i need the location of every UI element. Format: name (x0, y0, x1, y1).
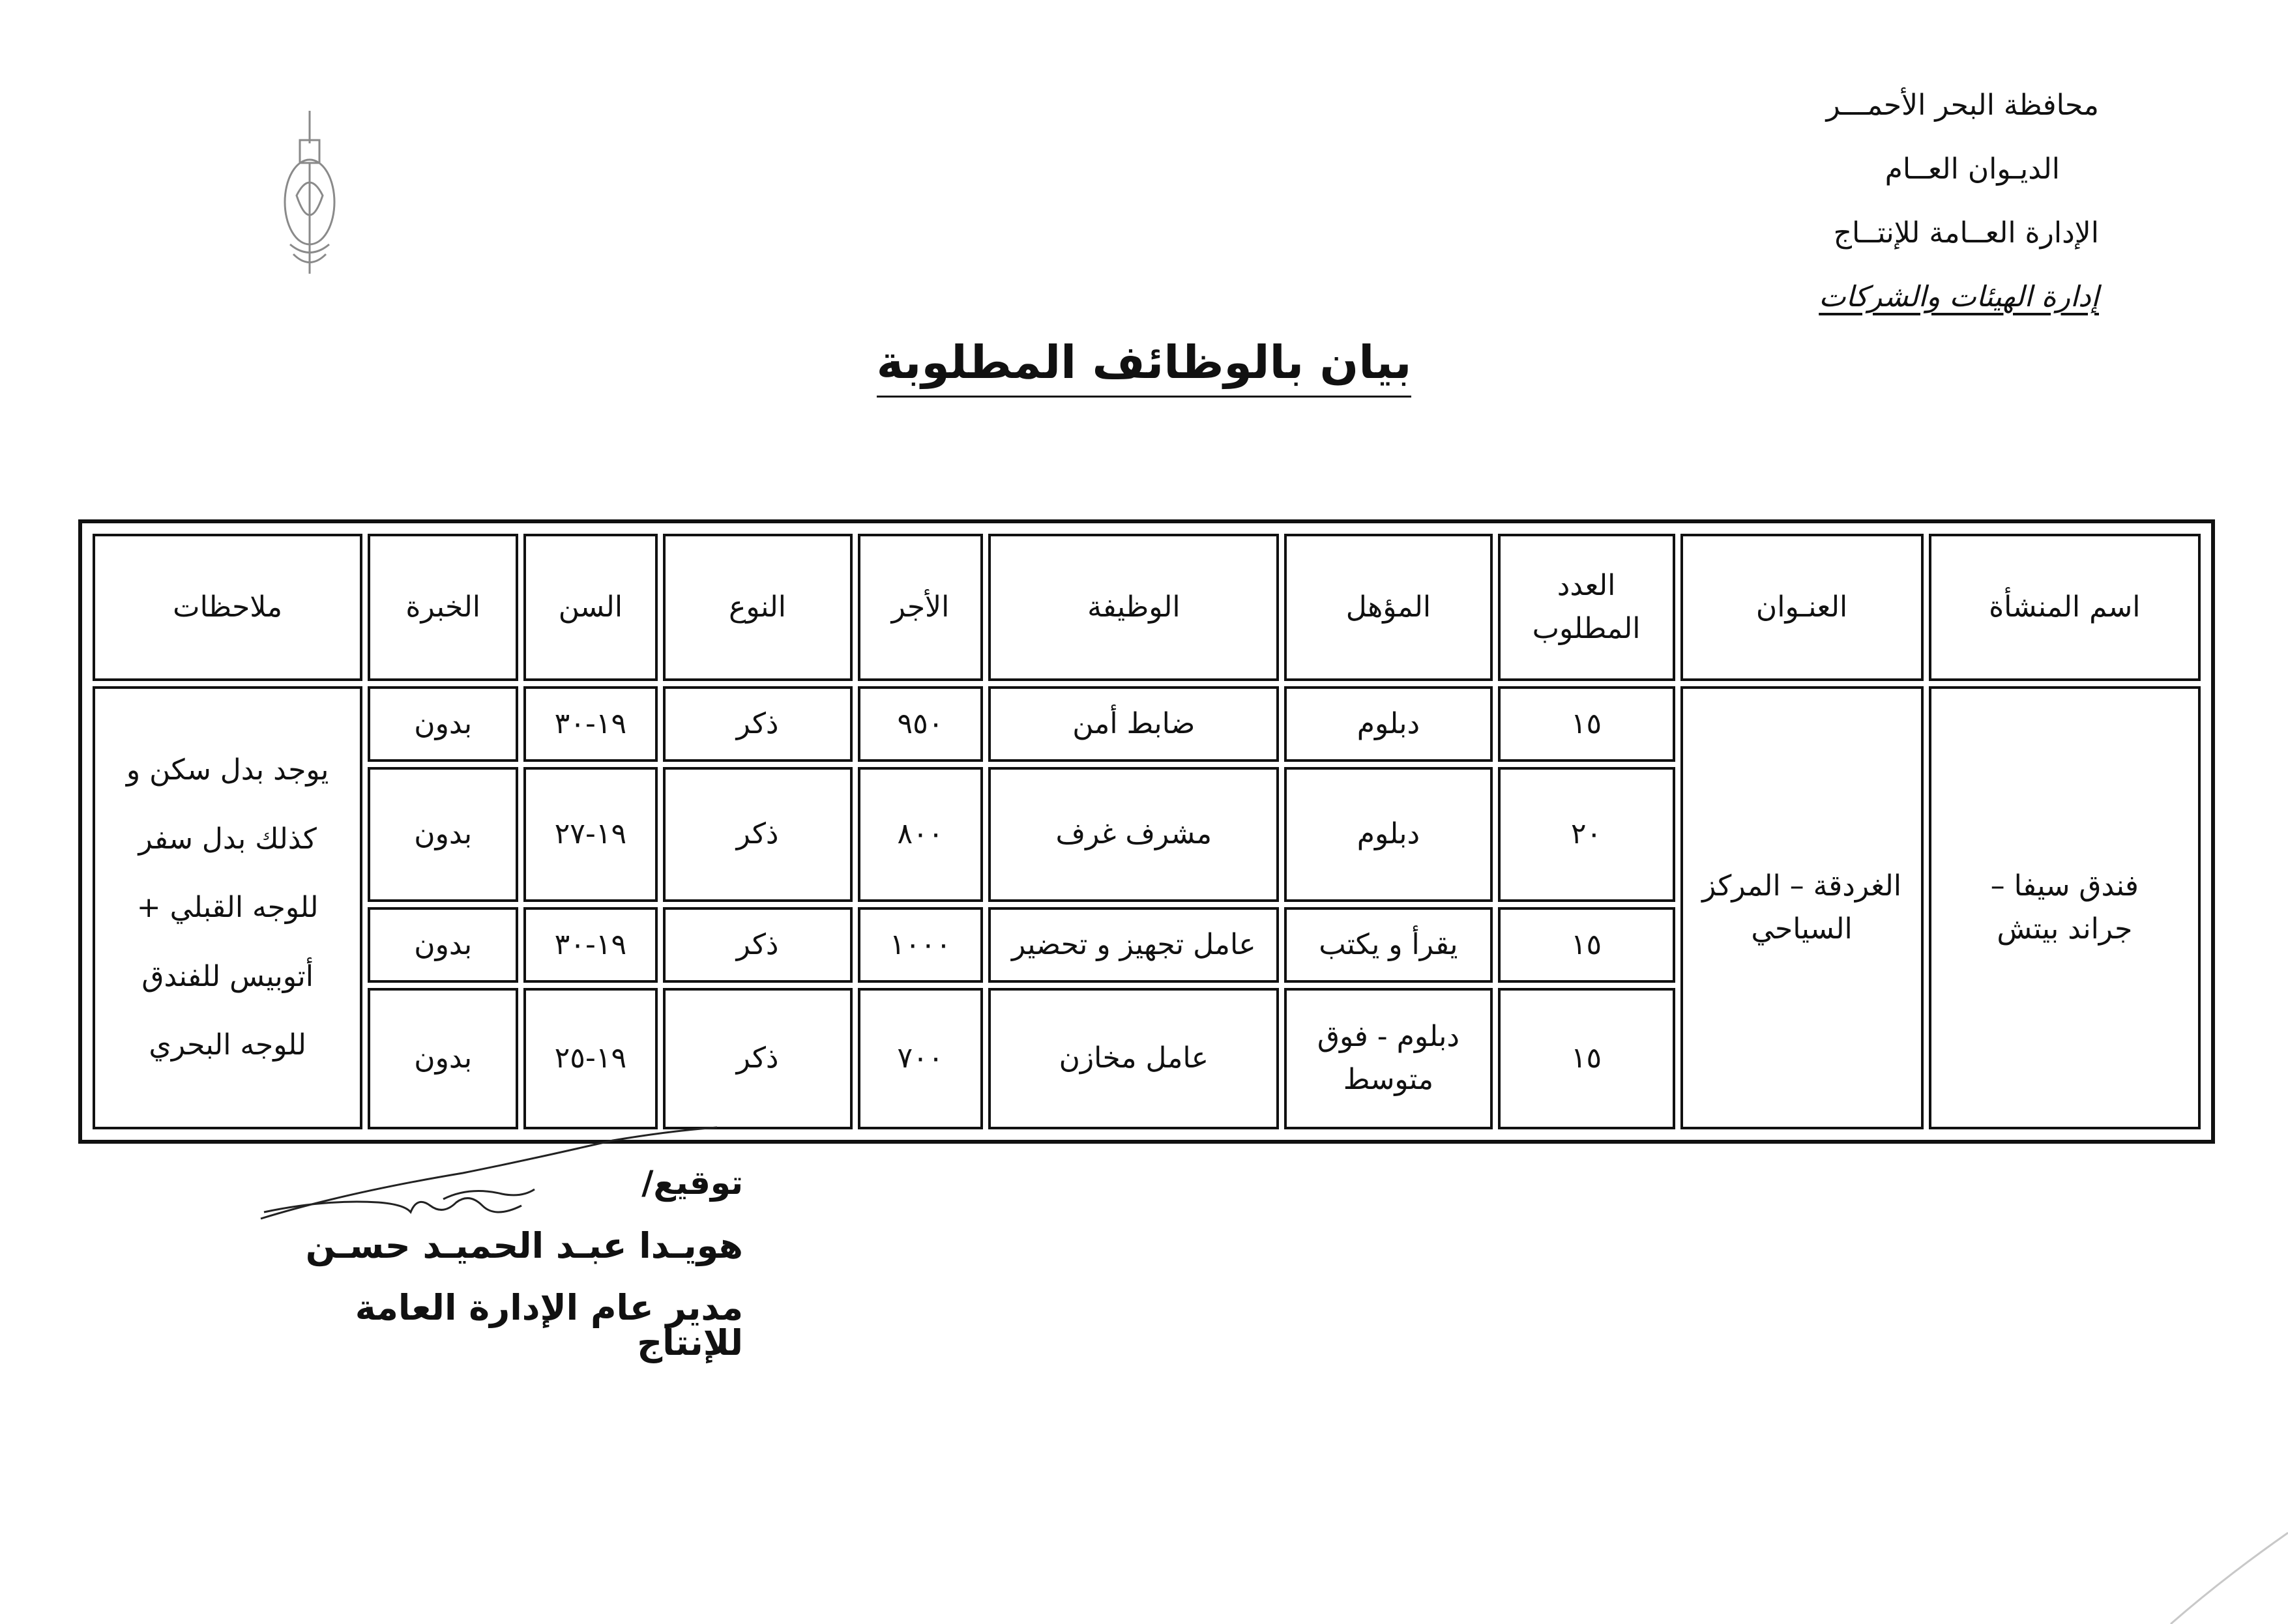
cell-wage: ٩٥٠ (858, 686, 984, 762)
header-type: النوع (663, 534, 853, 681)
table-row (93, 686, 2201, 762)
cell-type: ذكر (663, 686, 853, 762)
header-job: الوظيفة (988, 534, 1279, 681)
page-curl-icon (2145, 1494, 2288, 1624)
page-title-text: بيان بالوظائف المطلوبة (877, 336, 1412, 398)
header-establishment: اسم المنشأة (1929, 534, 2201, 681)
signatory-name: هويـدا عبـد الحميـد حسـن (305, 1225, 743, 1266)
cell-experience: بدون (368, 686, 518, 762)
header-count-required: العدد المطلوب (1498, 534, 1675, 681)
cell-wage: ٨٠٠ (858, 767, 984, 902)
cell-qualification: يقرأ و يكتب (1284, 907, 1492, 983)
cell-address: الغردقة – المركز السياحي (1680, 686, 1924, 1129)
cell-job: ضابط أمن (988, 686, 1279, 762)
page-title (0, 336, 2288, 398)
signatory-role: مدير عام الإدارة العامة للإنتاج (355, 1287, 743, 1363)
header-age: السن (523, 534, 658, 681)
header-qualification: المؤهل (1284, 534, 1492, 681)
jobs-table (87, 529, 2206, 1135)
cell-establishment: فندق سيفا – جراند بيتش (1929, 686, 2201, 1129)
cell-type: ذكر (663, 767, 853, 902)
cell-count: ١٥ (1498, 907, 1675, 983)
header-address: العنـوان (1680, 534, 1924, 681)
cell-experience: بدون (368, 767, 518, 902)
governorate-emblem-icon (274, 104, 345, 287)
cell-qualification: دبلوم (1284, 767, 1492, 902)
cell-job: عامل تجهيز و تحضير (988, 907, 1279, 983)
cell-type: ذكر (663, 907, 853, 983)
cell-age: ١٩-٢٥ (523, 988, 658, 1129)
office-name: الديـوان العــام (1885, 152, 2060, 186)
cell-type: ذكر (663, 988, 853, 1129)
jobs-table-frame (78, 519, 2215, 1144)
cell-experience: بدون (368, 988, 518, 1129)
header-notes: ملاحظات (93, 534, 362, 681)
cell-wage: ٧٠٠ (858, 988, 984, 1129)
signature-label: توقيع/ (641, 1164, 743, 1202)
cell-age: ١٩-٣٠ (523, 686, 658, 762)
cell-job: عامل مخازن (988, 988, 1279, 1129)
cell-job: مشرف غرف (988, 767, 1279, 902)
cell-age: ١٩-٢٧ (523, 767, 658, 902)
cell-notes: يوجد بدل سكن و كذلك بدل سفر للوجه القبلي + أتوبيس للفندق للوجه البحري (93, 686, 362, 1129)
cell-qualification: دبلوم (1284, 686, 1492, 762)
cell-count: ١٥ (1498, 988, 1675, 1129)
letterhead (1643, 91, 2099, 347)
header-experience: الخبرة (368, 534, 518, 681)
governorate-name: محافظة البحر الأحمـــر (1826, 89, 2099, 122)
header-row (93, 534, 2201, 681)
cell-wage: ١٠٠٠ (858, 907, 984, 983)
cell-experience: بدون (368, 907, 518, 983)
cell-count: ١٥ (1498, 686, 1675, 762)
department-name: الإدارة العــامة للإنتــاج (1833, 216, 2099, 250)
cell-count: ٢٠ (1498, 767, 1675, 902)
header-wage: الأجر (858, 534, 984, 681)
cell-qualification: دبلوم - فوق متوسط (1284, 988, 1492, 1129)
cell-age: ١٩-٣٠ (523, 907, 658, 983)
signature-block (248, 1164, 743, 1363)
section-name: إدارة الهيئات والشركات (1819, 280, 2099, 313)
